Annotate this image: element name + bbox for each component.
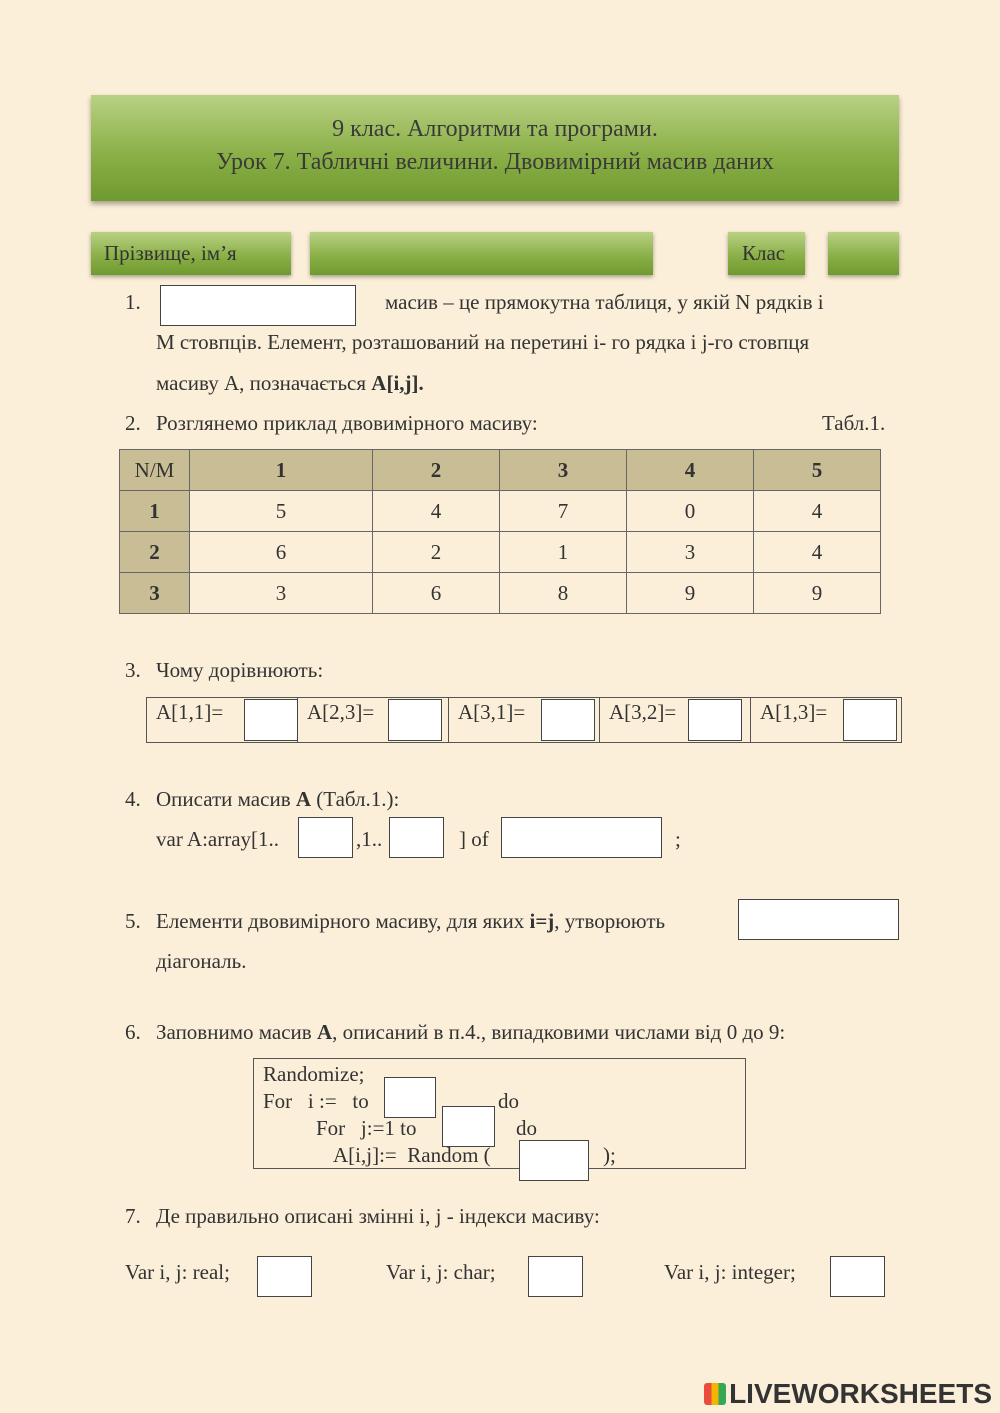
q7-number: 7. (125, 1204, 141, 1228)
q4-code-d: ; (675, 827, 681, 851)
array-table (119, 449, 881, 614)
q1-text-b: M стовпців. Елемент, розташований на перетині і- го рядка і j-го стовпця (156, 330, 810, 354)
q6-code-line-1: Randomize; (263, 1062, 365, 1086)
table-caption: Табл.1. (822, 411, 886, 435)
q6-text-a: Заповнимо масив (156, 1020, 317, 1044)
q7-text: Де правильно описані змінні i, j - індекси масиву: (156, 1204, 600, 1228)
q3-text: Чому дорівнюють: (156, 658, 324, 682)
q3-cell (600, 698, 751, 743)
q6-random-input[interactable] (519, 1140, 589, 1181)
q3-number: 3. (125, 658, 141, 682)
name-input[interactable] (310, 232, 653, 275)
name-label: Прізвище, ім’я (104, 241, 237, 265)
q5-text (156, 908, 665, 934)
q3-answer-input-5[interactable] (843, 699, 897, 741)
q7-char-input[interactable] (528, 1256, 583, 1297)
q4-number: 4. (125, 787, 141, 811)
q5-text-c: діагональ. (156, 949, 247, 973)
q2-number: 2. (125, 411, 141, 435)
q6-code-line-3b: do (516, 1116, 537, 1140)
table-cell: 8 (500, 573, 627, 614)
q4-text (156, 786, 399, 812)
q4-text-a: Описати масив (156, 787, 296, 811)
q3-cell (751, 698, 902, 743)
q5-number: 5. (125, 909, 141, 933)
table-row (120, 573, 881, 614)
class-label: Клас (742, 241, 786, 265)
q3-label: A[3,1]= (458, 700, 526, 724)
q3-answer-input-4[interactable] (688, 699, 742, 741)
row-header: 1 (120, 491, 190, 532)
q6-code-line-3a: For j:=1 to (316, 1116, 417, 1140)
table-cell: 4 (373, 491, 500, 532)
q1-text-c (156, 370, 424, 396)
col-header: 4 (627, 450, 754, 491)
table-cell: 2 (373, 532, 500, 573)
q6-code-line-2a: For i := to (263, 1089, 369, 1113)
col-header: 5 (754, 450, 881, 491)
q4-text-bold: А (295, 787, 312, 811)
q1-number: 1. (125, 290, 141, 314)
q7-integer-input[interactable] (830, 1256, 885, 1297)
q3-label: A[1,1]= (156, 700, 224, 724)
title-line-1: 9 клас. Алгоритми та програми. (332, 116, 658, 142)
q6-for-i-input[interactable] (384, 1077, 436, 1118)
logo-text: LIVEWORKSHEETS (729, 1378, 992, 1409)
q1-text-c-plain: масиву А, позначається (156, 371, 372, 395)
q6-code-line-4b: ); (603, 1143, 616, 1167)
q6-text-bold: А (316, 1020, 333, 1044)
liveworksheets-logo (704, 1378, 992, 1410)
q7-option-char: Var i, j: char; (386, 1260, 496, 1284)
q6-code-line-2b: do (498, 1089, 519, 1113)
q4-code-b: ,1.. (356, 827, 383, 851)
table-cell: 3 (190, 573, 373, 614)
q7-option-integer: Var i, j: integer; (664, 1260, 796, 1284)
q1-text-a: масив – це прямокутна таблиця, у якій N рядків і (385, 290, 824, 314)
q5-answer-input[interactable] (738, 899, 899, 940)
q3-cell (298, 698, 449, 743)
q1-text-bold: A[i,j]. (371, 371, 424, 395)
logo-icon (704, 1383, 726, 1405)
q3-cell (147, 698, 298, 743)
col-header: 2 (373, 450, 500, 491)
row-header: 3 (120, 573, 190, 614)
q3-answer-input-2[interactable] (388, 699, 442, 741)
q4-type-input[interactable] (501, 817, 662, 858)
q7-option-real: Var i, j: real; (125, 1260, 230, 1284)
q3-answer-input-1[interactable] (244, 699, 298, 741)
name-label-box (91, 232, 291, 275)
col-header: 3 (500, 450, 627, 491)
class-label-box (728, 232, 805, 275)
q3-cell (449, 698, 600, 743)
table-cell: 9 (754, 573, 881, 614)
q6-text-b: , описаний в п.4., випадковими числами від 0 до 9: (332, 1020, 786, 1044)
col-header: 1 (190, 450, 373, 491)
table-cell: 1 (500, 532, 627, 573)
table-cell: 7 (500, 491, 627, 532)
q7-real-input[interactable] (257, 1256, 312, 1297)
table-header-row (120, 450, 881, 491)
q1-answer-input[interactable] (160, 285, 356, 326)
q4-code-a: var A:array[1.. (156, 827, 280, 851)
q3-label: A[3,2]= (609, 700, 677, 724)
q6-text (156, 1019, 785, 1045)
table-cell: 5 (190, 491, 373, 532)
class-input[interactable] (828, 232, 899, 275)
q5-text-b: , утворюють (554, 909, 666, 933)
title-line-2: Урок 7. Табличні величини. Двовимірний масив даних (216, 149, 774, 175)
q3-label: A[1,3]= (760, 700, 828, 724)
table-cell: 0 (627, 491, 754, 532)
q4-code-c: ] of (459, 827, 489, 851)
q3-label: A[2,3]= (307, 700, 375, 724)
table-cell: 4 (754, 532, 881, 573)
title-banner (91, 95, 899, 201)
q3-answer-input-3[interactable] (541, 699, 595, 741)
table-cell: 3 (627, 532, 754, 573)
table-cell: 6 (373, 573, 500, 614)
row-header: 2 (120, 532, 190, 573)
q2-text: Розглянемо приклад двовимірного масиву: (156, 411, 538, 435)
q6-for-j-input[interactable] (442, 1106, 495, 1147)
table-cell: 6 (190, 532, 373, 573)
table-cell: 4 (754, 491, 881, 532)
q5-text-a: Елементи двовимірного масиву, для яких (156, 909, 530, 933)
q5-text-bold: i=j (529, 909, 555, 933)
table-cell: 9 (627, 573, 754, 614)
q4-text-b: (Табл.1.): (311, 787, 400, 811)
table-corner: N/M (120, 450, 190, 491)
q4-rows-input[interactable] (298, 817, 353, 858)
table-row (120, 491, 881, 532)
q3-answer-table (146, 697, 902, 743)
table-row (120, 532, 881, 573)
q6-code-line-4a: A[i,j]:= Random ( (333, 1143, 491, 1167)
q4-cols-input[interactable] (389, 817, 444, 858)
q6-number: 6. (125, 1020, 141, 1044)
